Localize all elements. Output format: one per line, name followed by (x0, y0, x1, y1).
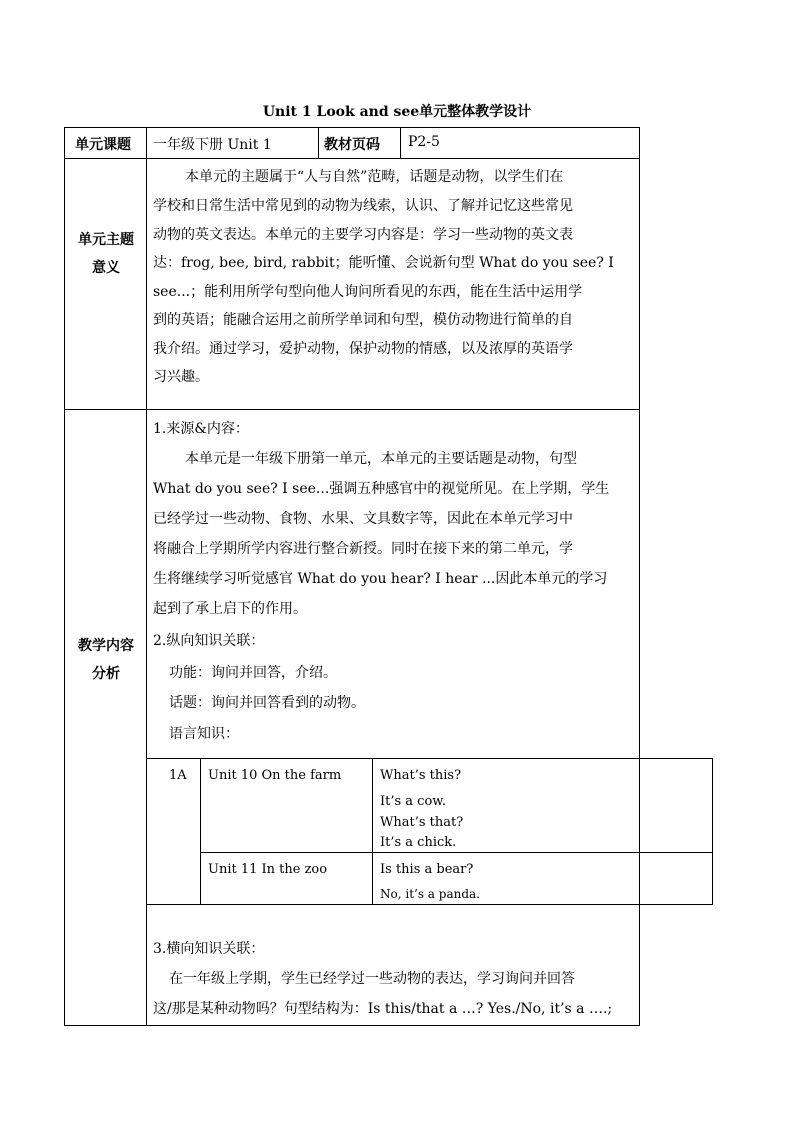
analysis-text-line: What do you see? I see...强调五种感官中的视觉所见。在上学期，学生 (153, 481, 610, 497)
label-line: 教学内容 (78, 638, 134, 654)
row-divider (200, 852, 712, 853)
sentence-cell: It’s a cow. (380, 794, 447, 809)
knowledge-table (146, 758, 713, 905)
unit-topic-label: 单元课题 (75, 137, 131, 153)
function-line: 功能：询问并回答，介绍。 (169, 665, 337, 681)
unit-theme-label (65, 226, 147, 282)
row-divider (65, 158, 639, 159)
section-heading: 2.纵向知识关联： (153, 633, 265, 649)
sentence-cell: Is this a bear? (380, 862, 474, 877)
topic-line: 话题：询问并回答看到的动物。 (169, 695, 365, 711)
theme-text-line: 达：frog, bee, bird, rabbit；能听懂、会说新句型 What do you see? I (153, 255, 614, 271)
sentence-cell: It’s a chick. (380, 835, 457, 850)
unit-column-divider (372, 759, 373, 904)
unit-cell: Unit 11 In the zoo (208, 862, 328, 877)
theme-text-line: 本单元的主题属于“人与自然”范畴，话题是动物，以学生们在 (185, 169, 564, 185)
section-heading: 3.横向知识关联： (153, 941, 265, 957)
unit-topic-value: 一年级下册 Unit 1 (153, 137, 272, 153)
analysis-text-line: 将融合上学期所学内容进行整合新授。同时在接下来的第二单元，学 (153, 541, 573, 557)
analysis-text-line: 本单元是一年级下册第一单元，本单元的主要话题是动物，句型 (185, 451, 577, 467)
language-knowledge-line: 语言知识： (169, 726, 239, 742)
header-column-divider (400, 128, 401, 158)
analysis-text-line: 在一年级上学期，学生已经学过一些动物的表达，学习询问并回答 (169, 971, 575, 987)
theme-text-line: see...；能利用所学句型向他人询问所看见的东西，能在生活中运用学 (153, 284, 583, 300)
grade-cell: 1A (169, 768, 187, 783)
theme-text-line: 动物的英文表达。本单元的主要学习内容是：学习一些动物的英文表 (153, 227, 573, 243)
theme-text-line: 学校和日常生活中常见到的动物为线索，认识、了解并记忆这些常见 (153, 198, 573, 214)
sentence-cell: What’s this? (380, 768, 462, 783)
analysis-text-line: 已经学过一些动物、食物、水果、文具数字等，因此在本单元学习中 (153, 511, 573, 527)
label-line: 单元主题 (78, 232, 134, 248)
label-line: 意义 (92, 260, 120, 276)
textbook-pages-value: P2-5 (408, 134, 440, 150)
unit-cell: Unit 10 On the farm (208, 768, 342, 783)
analysis-text-line: 这/那是某种动物吗？句型结构为：Is this/that a …? Yes./No, it’s a ….; (153, 1001, 613, 1017)
theme-text-line: 到的英语；能融合运用之前所学单词和句型，模仿动物进行简单的自 (153, 312, 573, 328)
header-column-divider (318, 128, 319, 158)
sentence-cell: What’s that? (380, 815, 464, 830)
analysis-text-line: 生将继续学习听觉感官 What do you hear? I hear ...因此本单元的学习 (153, 571, 608, 587)
content-analysis-label (65, 632, 147, 688)
grade-column-divider (200, 759, 201, 904)
theme-text-line: 我介绍。通过学习，爱护动物，保护动物的情感，以及浓厚的英语学 (153, 341, 573, 357)
row-divider (65, 409, 639, 410)
label-line: 分析 (92, 666, 120, 682)
textbook-pages-label: 教材页码 (324, 137, 380, 153)
section-heading: 1.来源&内容： (153, 421, 249, 437)
sentence-cell: No, it’s a panda. (380, 887, 480, 901)
theme-text-line: 习兴趣。 (153, 369, 209, 385)
analysis-text-line: 起到了承上启下的作用。 (153, 601, 307, 617)
document-title: Unit 1 Look and see单元整体教学设计 (262, 104, 532, 120)
